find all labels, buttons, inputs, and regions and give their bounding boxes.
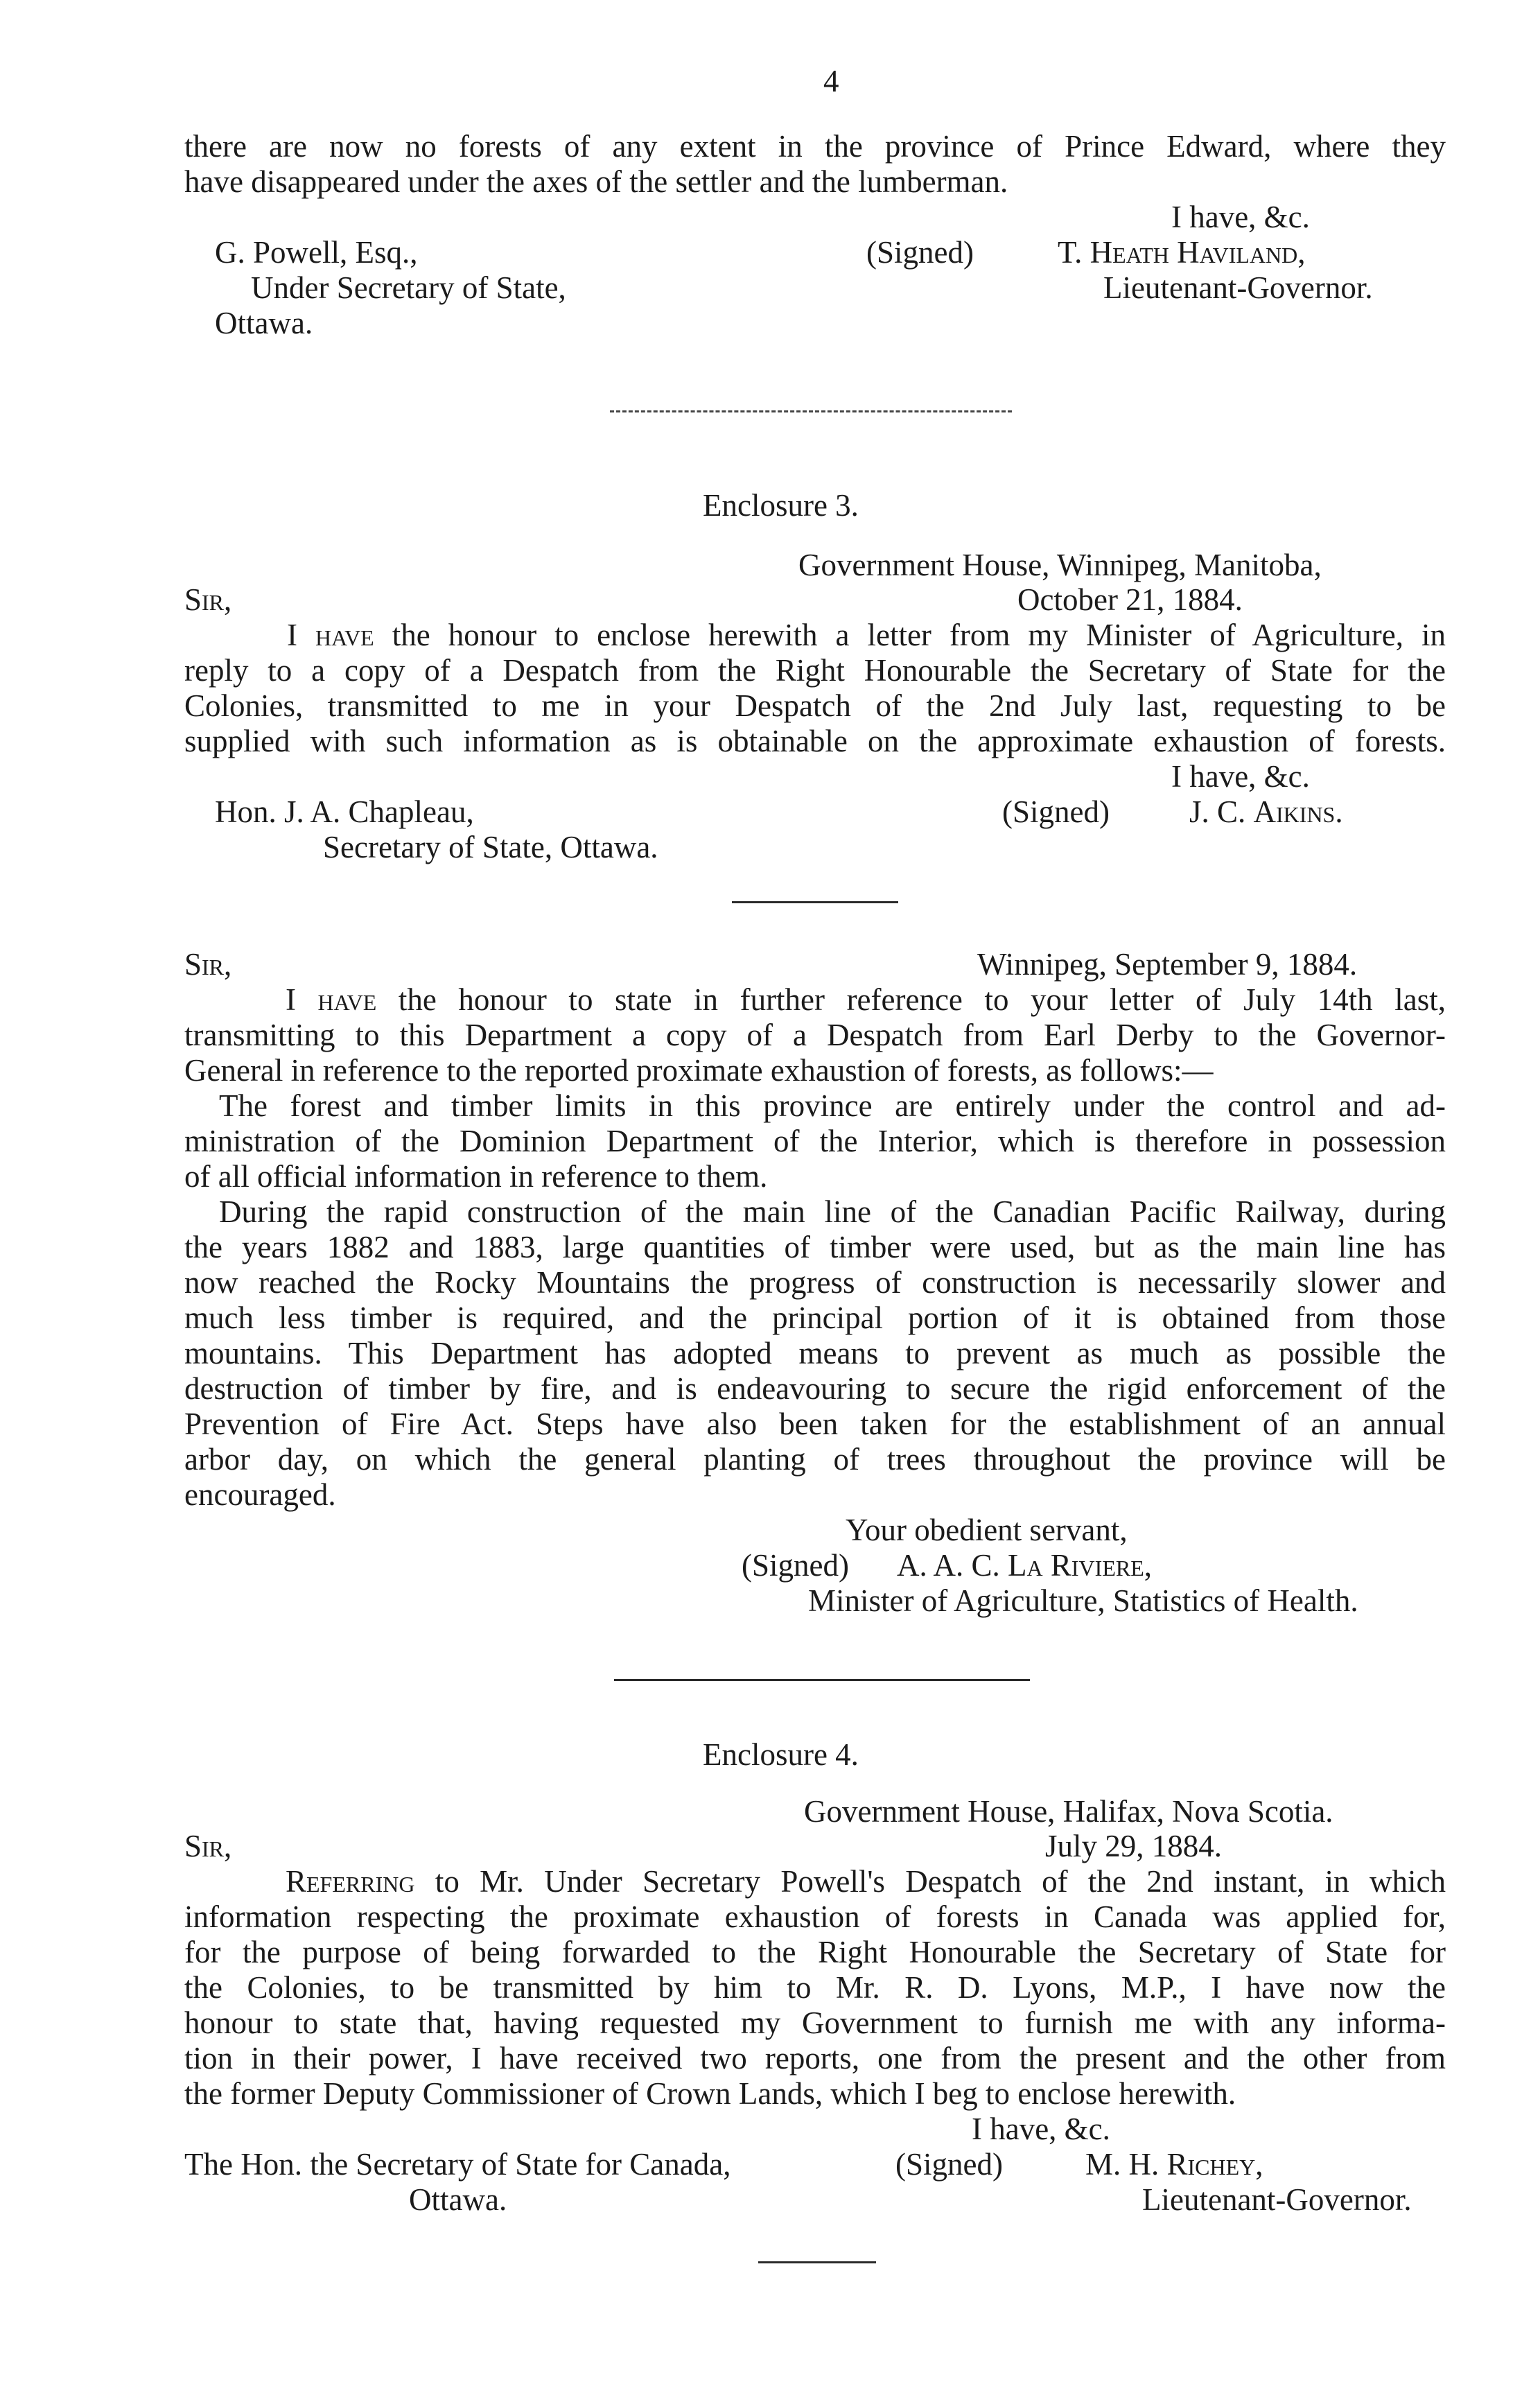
intro-line: have disappeared under the axes of the settler and the lumberman. <box>184 164 1008 199</box>
letter2-body-line: mountains. This Department has adopted means to prevent as much as possible the <box>184 1336 1446 1371</box>
enclosure3-signer-name: Aikins. <box>1253 794 1343 829</box>
intro-signer-initial: T. <box>1058 235 1083 270</box>
letter2-signer-title: Minister of Agriculture, Statistics of Health. <box>808 1583 1358 1618</box>
enclosure3-heading: Enclosure 3. <box>703 488 859 523</box>
enclosure3-body-text: the honour to enclose herewith a letter from my Minister of Agriculture, in <box>374 618 1446 652</box>
letter2-body-line: the years 1882 and 1883, large quantities of timber were used, but as the main line has <box>184 1230 1446 1264</box>
letter2-signed: (Signed) <box>742 1548 849 1583</box>
letter2-body-line: transmitting to this Department a copy of a Despatch from Earl Derby to the Governor- <box>184 1018 1446 1052</box>
enclosure4-body-line: for the purpose of being forwarded to the Right Honourable the Secretary of State for <box>184 1935 1446 1969</box>
enclosure4-signer-title: Lieutenant-Governor. <box>1142 2182 1412 2217</box>
enclosure3-body-line: reply to a copy of a Despatch from the Right Honourable the Secretary of State for the <box>184 653 1446 688</box>
enclosure4-signed: (Signed) <box>895 2147 1003 2182</box>
enclosure3-signer <box>1189 794 1343 830</box>
enclosure4-closing: I have, &c. <box>972 2112 1110 2146</box>
letter2-signer-name: La Riviere, <box>1008 1548 1153 1583</box>
letter2-date: Winnipeg, September 9, 1884. <box>977 947 1358 982</box>
letter2-body-text: the honour to state in further reference to your letter of July 14th last, <box>376 982 1446 1017</box>
letter2-body-line: now reached the Rocky Mountains the progress of construction is necessarily slower and <box>184 1265 1446 1300</box>
enclosure3-recipient-title: Secretary of State, Ottawa. <box>323 830 658 864</box>
letter2-signer-initials: A. A. C. <box>897 1548 1000 1583</box>
letter2-body-line: of all official information in reference to them. <box>184 1159 768 1194</box>
letter2-body-line: Prevention of Fire Act. Steps have also been taken for the establishment of an annual <box>184 1407 1446 1441</box>
enclosure3-date: October 21, 1884. <box>1017 582 1243 617</box>
letter2-body-line: General in reference to the reported proximate exhaustion of forests, as follows:— <box>184 1053 1214 1088</box>
enclosure3-signed: (Signed) <box>1002 794 1110 829</box>
letter2-opening-word: I have <box>286 982 377 1017</box>
enclosure3-place: Government House, Winnipeg, Manitoba, <box>798 548 1322 582</box>
enclosure3-body-line: supplied with such information as is obtainable on the approximate exhaustion of forests. <box>184 724 1446 758</box>
enclosure3-closing: I have, &c. <box>1171 759 1310 794</box>
enclosure4-signer-initials: M. H. <box>1085 2147 1160 2182</box>
intro-signed: (Signed) <box>866 235 974 270</box>
divider <box>758 2261 876 2263</box>
enclosure4-body-line: tion in their power, I have received two reports, one from the present and the other from <box>184 2041 1446 2076</box>
enclosure4-body-line <box>286 1864 1446 1899</box>
enclosure4-signer-name: Richey, <box>1166 2147 1263 2182</box>
enclosure4-body-line: the former Deputy Commissioner of Crown Lands, which I beg to enclose herewith. <box>184 2076 1236 2111</box>
letter2-signer <box>897 1548 1152 1583</box>
letter2-body-line <box>286 982 1446 1018</box>
enclosure4-body-line: honour to state that, having requested my Government to furnish me with any informa- <box>184 2005 1446 2040</box>
enclosure4-salutation: Sir, <box>184 1829 232 1863</box>
letter2-salutation: Sir, <box>184 947 232 982</box>
divider <box>614 1679 1030 1681</box>
enclosure4-opening-word: Referring <box>286 1864 415 1899</box>
intro-recipient-title: Under Secretary of State, <box>251 270 566 305</box>
letter2-closing: Your obedient servant, <box>846 1513 1128 1547</box>
letter2-body-line: much less timber is required, and the principal portion of it is obtained from those <box>184 1300 1446 1335</box>
letter2-body-line: ministration of the Dominion Department of the Interior, which is therefore in possession <box>184 1124 1446 1158</box>
letter2-body-line: destruction of timber by fire, and is endeavouring to secure the rigid enforcement of the <box>184 1371 1446 1406</box>
divider <box>732 901 898 903</box>
intro-closing: I have, &c. <box>1171 200 1310 234</box>
enclosure3-opening-word: I have <box>287 618 374 652</box>
enclosure4-body-line: the Colonies, to be transmitted by him to Mr. R. D. Lyons, M.P., I have now the <box>184 1970 1446 2005</box>
enclosure3-body-line: Colonies, transmitted to me in your Despatch of the 2nd July last, requesting to be <box>184 688 1446 723</box>
enclosure4-body-line: information respecting the proximate exhaustion of forests in Canada was applied for, <box>184 1899 1446 1934</box>
intro-line: there are now no forests of any extent in the province of Prince Edward, where they <box>184 129 1446 164</box>
enclosure3-body-line <box>287 618 1446 653</box>
intro-signer <box>1058 235 1306 270</box>
letter2-body-line: The forest and timber limits in this province are entirely under the control and ad- <box>219 1088 1446 1123</box>
enclosure4-body-text: to Mr. Under Secretary Powell's Despatch of the 2nd instant, in which <box>414 1864 1446 1899</box>
letter2-body-line: arbor day, on which the general planting of trees throughout the province will be <box>184 1442 1446 1477</box>
page-number: 4 <box>823 64 839 98</box>
enclosure4-heading: Enclosure 4. <box>703 1737 859 1772</box>
enclosure3-recipient-name: Hon. J. A. Chapleau, <box>215 794 474 829</box>
intro-signer-name: Heath Haviland, <box>1090 235 1306 270</box>
intro-recipient-place: Ottawa. <box>215 306 313 340</box>
enclosure4-recipient-place: Ottawa. <box>409 2182 507 2217</box>
enclosure3-signer-initials: J. C. <box>1189 794 1246 829</box>
enclosure4-signer <box>1085 2147 1263 2182</box>
enclosure4-recipient-name: The Hon. the Secretary of State for Canada, <box>184 2147 731 2182</box>
enclosure3-salutation: Sir, <box>184 582 232 617</box>
divider <box>610 410 1012 412</box>
enclosure4-date: July 29, 1884. <box>1045 1829 1223 1863</box>
enclosure4-place: Government House, Halifax, Nova Scotia. <box>804 1794 1333 1829</box>
letter2-body-line: During the rapid construction of the main line of the Canadian Pacific Railway, during <box>219 1194 1446 1229</box>
intro-signer-title: Lieutenant-Governor. <box>1103 270 1373 305</box>
intro-recipient-name: G. Powell, Esq., <box>215 235 418 270</box>
letter2-body-line: encouraged. <box>184 1477 336 1512</box>
